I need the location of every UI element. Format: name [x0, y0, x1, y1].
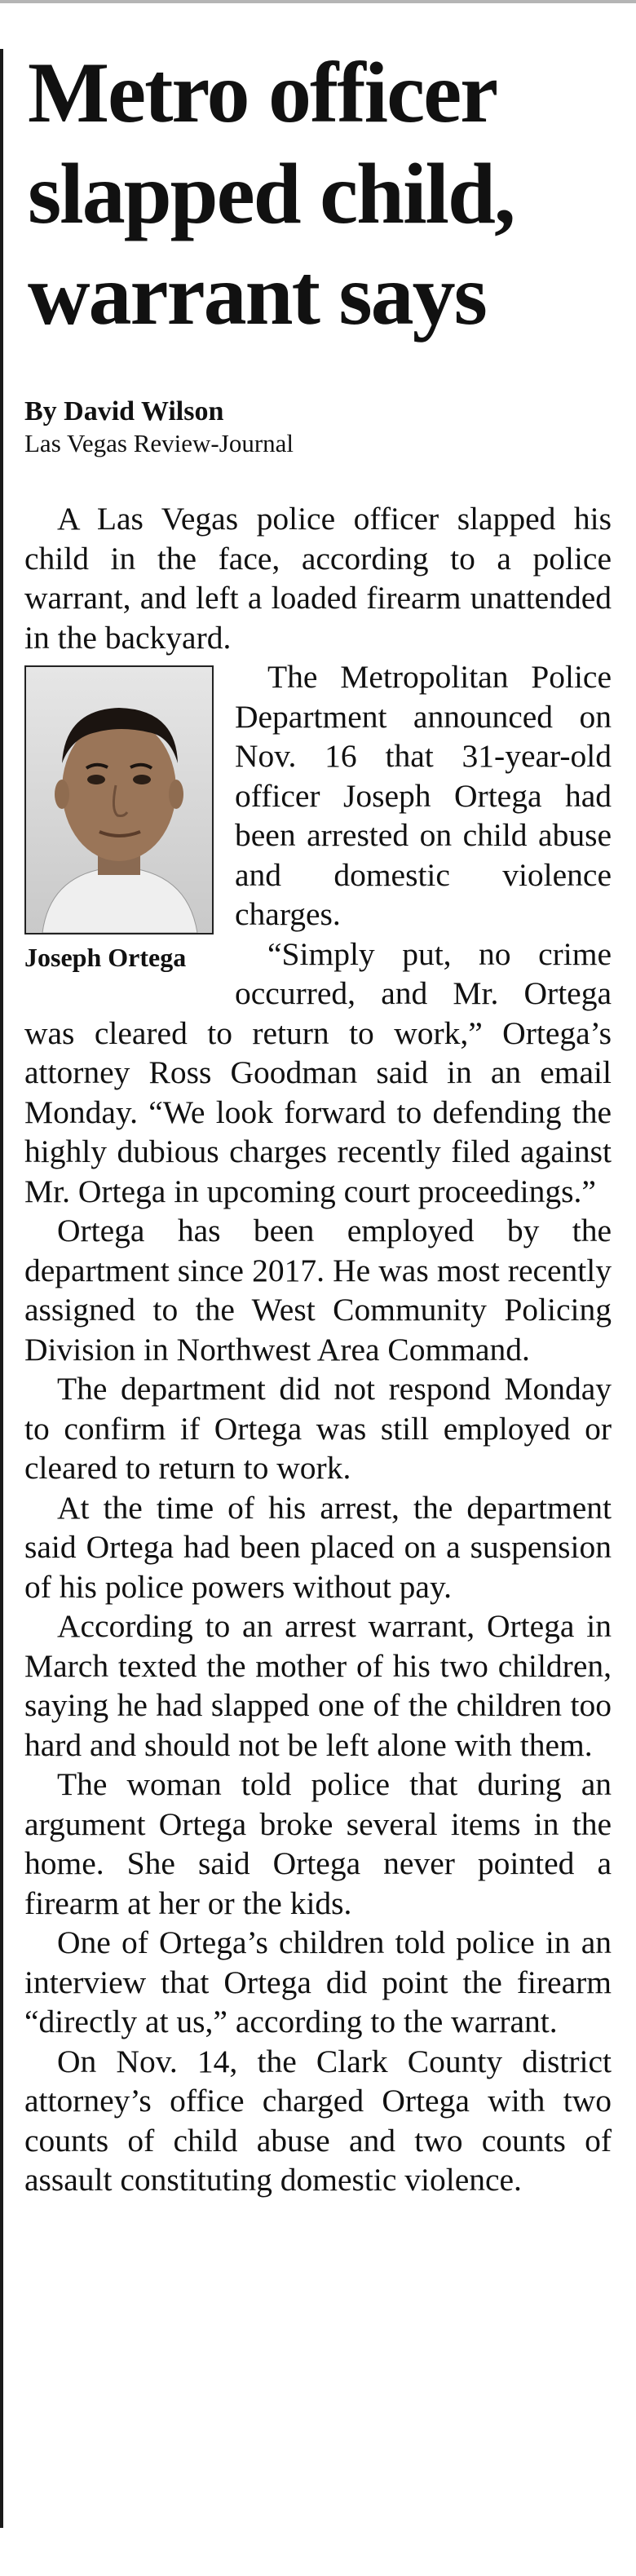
- paragraph: The woman told police that during an argument Ortega broke several items in the home. She said Ortega never pointed a firearm at her or the kids.: [24, 1766, 612, 1921]
- headline: Metro officer slapped child, warrant says: [28, 45, 515, 342]
- paragraph: The department did not respond Monday to confirm if Ortega was still employed or cleared to return to work.: [24, 1371, 612, 1486]
- column-rule: [0, 49, 3, 2528]
- byline: By David Wilson: [24, 396, 224, 426]
- paragraph: A Las Vegas police officer slapped his child in the face, according to a police warrant, and left a loaded firearm unattended in the backyard.: [24, 501, 612, 656]
- outlet-name: Las Vegas Review-Journal: [24, 429, 294, 457]
- photo-figure: [24, 665, 214, 975]
- article-body: [24, 499, 612, 2200]
- paragraph: According to an arrest warrant, Ortega in March texted the mother of his two children, saying he had slapped one of the children too hard and should not be left alone with them.: [24, 1608, 612, 1763]
- paragraph: On Nov. 14, the Clark County district attorney’s office charged Ortega with two counts of child abuse and two counts of assault constituting domestic violence.: [24, 2043, 612, 2198]
- news-article: [24, 42, 612, 2200]
- paragraph: Ortega has been employed by the department since 2017. He was most recently assigned to the West Community Policing Division in Northwest Area Command.: [24, 1213, 612, 1368]
- top-rule: [0, 0, 636, 3]
- paragraph: One of Ortega’s children told police in an interview that Ortega did point the firearm “directly at us,” according to the warrant.: [24, 1924, 612, 2039]
- mugshot-photo: [24, 665, 214, 935]
- paragraph: The Metropolitan Police Department announced on Nov. 16 that 31-year-old officer Joseph Ortega had been arrested on child abuse and domestic violence charges.: [235, 659, 612, 932]
- paragraph: “Simply put, no crime occurred, and Mr. Ortega was cleared to return to work,” Ortega’s attorney Ross Goodman said in an email Monday. “We look forward to defending the highly dubious charges recently filed against Mr. Ortega in upcoming court proceedings.”: [24, 935, 612, 1209]
- paragraph: At the time of his arrest, the department said Ortega had been placed on a suspension of his police powers without pay.: [24, 1489, 612, 1605]
- photo-caption: Joseph Ortega: [24, 943, 187, 972]
